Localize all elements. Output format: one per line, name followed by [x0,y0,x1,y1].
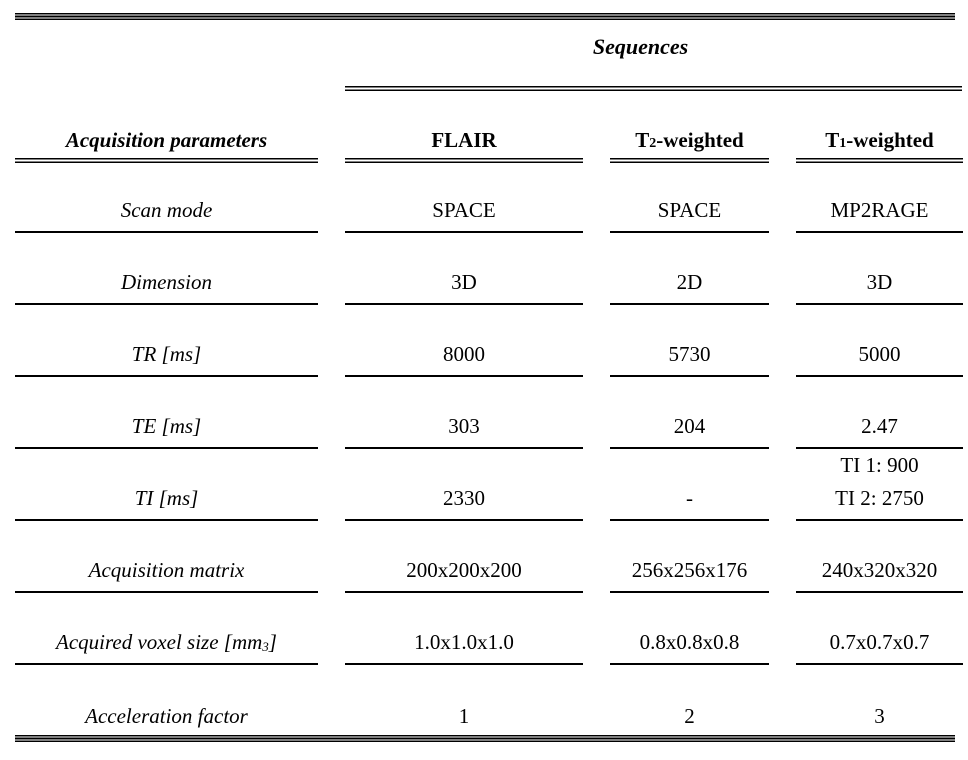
row-label-text: Acceleration factor [85,704,248,728]
row-label [15,305,318,377]
table-row-scan-mode [15,161,963,233]
cell-value: MP2RAGE [796,161,963,233]
cell-value: 5000 [796,305,963,377]
row-label [15,377,318,449]
row-label-text: Acquired voxel size [mm [56,630,263,654]
row-label-text: TI [ms] [134,486,199,510]
cell-value: 5730 [610,305,769,377]
column-header-t1 [796,96,963,158]
column-header-t2 [610,96,769,158]
cell-value: - [610,449,769,521]
sequences-rule [345,86,962,91]
cell-value: 2 [684,704,695,728]
header-row [15,96,963,158]
cell-value: 1 [458,704,470,728]
table-row-ti [15,449,963,521]
column-header-post: -weighted [846,128,934,152]
table-row-voxel-size [15,593,963,665]
row-label-text: Dimension [121,270,212,294]
column-header-sub: 2 [649,136,657,151]
cell-value: 0.8x0.8x0.8 [610,593,769,665]
column-header-flair [345,96,583,158]
table-row-dimension [15,233,963,305]
ti-line-2: TI 2: 2750 [835,486,924,510]
cell-value: 2D [610,233,769,305]
table-body [15,161,963,737]
ti-line-1: TI 1: 900 [840,453,919,477]
cell-value: 3D [796,233,963,305]
column-header-text: T [825,128,840,152]
row-label [15,665,318,737]
corner-header [15,96,318,158]
top-rule [15,13,955,20]
cell-value: 2.47 [796,377,963,449]
cell-value-multiline [796,449,963,521]
row-label-text: Acquisition matrix [88,558,245,582]
row-label-post: ] [268,630,277,654]
table-row-te [15,377,963,449]
row-label [15,449,318,521]
cell-value: 1.0x1.0x1.0 [345,593,583,665]
table-title: Sequences [592,34,689,59]
cell-value: 2330 [345,449,583,521]
row-label [15,161,318,233]
table-row-tr [15,305,963,377]
row-label-text: Scan mode [120,198,213,222]
row-label [15,521,318,593]
bottom-rule [15,735,955,742]
row-label [15,233,318,305]
cell-value: SPACE [345,161,583,233]
column-header-post: -weighted [656,128,744,152]
table-row-acquisition-matrix [15,521,963,593]
cell-value: 3D [345,233,583,305]
row-label-text: TR [ms] [131,342,202,366]
cell-value: 8000 [345,305,583,377]
cell-value: 0.7x0.7x0.7 [796,593,963,665]
corner-header-text: Acquisition parameters [65,128,268,152]
cell-value: 200x200x200 [345,521,583,593]
cell-value: 204 [610,377,769,449]
column-header-sub: 1 [839,136,847,151]
cell-value: 3 [874,704,885,728]
row-label [15,593,318,665]
cell-value: SPACE [610,161,769,233]
cell-value: 303 [345,377,583,449]
row-label-sup: 3 [262,639,269,654]
cell-value: 256x256x176 [610,521,769,593]
column-header-text: T [635,128,650,152]
cell-value: 240x320x320 [796,521,963,593]
row-label-text: TE [ms] [131,414,202,438]
column-header-text: FLAIR [431,128,497,152]
table-row-acceleration-factor [15,665,963,737]
